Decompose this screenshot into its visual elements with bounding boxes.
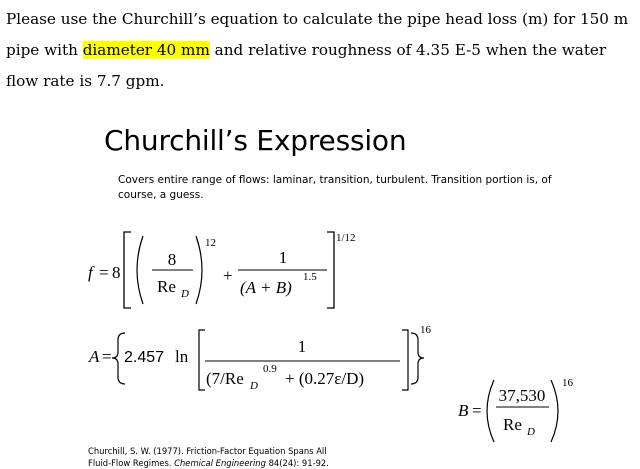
a-symbol: A — [89, 347, 100, 366]
f-outer-exponent: 1/12 — [336, 232, 356, 244]
question-part-1: Please use the Churchill’s equation to calculate the pipe head loss (m) for 150 m pipe with — [6, 10, 629, 59]
f-equals: = — [99, 263, 109, 282]
a-ln: ln — [175, 347, 189, 366]
b-symbol: B — [458, 401, 469, 420]
f-inner-right-paren — [196, 236, 202, 304]
citation-line-2-prefix: Fluid-Flow Regimes. — [88, 458, 175, 468]
f-exponent-2: 1.5 — [303, 271, 317, 283]
citation — [88, 445, 329, 469]
highlighted-diameter: diameter 40 mm — [82, 41, 210, 59]
b-exponent: 16 — [562, 377, 573, 389]
f-denominator-2: (A + B) — [240, 278, 292, 297]
f-numerator-2: 1 — [278, 248, 288, 267]
equation-f — [88, 232, 356, 308]
f-left-bracket — [124, 232, 131, 308]
b-denominator-sub: D — [527, 426, 535, 438]
citation-line-2-suffix: 84(24): 91-92. — [265, 458, 329, 468]
f-inner-left-paren — [137, 236, 143, 304]
a-right-brace — [411, 333, 424, 384]
a-left-bracket — [199, 330, 205, 390]
a-denominator-exponent: 0.9 — [263, 363, 277, 375]
f-right-bracket — [327, 232, 334, 308]
citation-line-2 — [88, 457, 329, 469]
f-denominator-1-sub: D — [181, 288, 189, 300]
b-right-paren — [551, 380, 558, 442]
slide-subtitle: Covers entire range of flows: laminar, transition, turbulent. Transition portion is, of course, a guess. — [118, 174, 552, 201]
citation-journal: Chemical Engineering — [174, 458, 266, 468]
a-outer-exponent: 16 — [420, 324, 431, 336]
b-equals: = — [472, 401, 482, 420]
a-equals: = — [102, 347, 112, 366]
slide-title: Churchill’s Expression — [104, 124, 407, 157]
f-coefficient: 8 — [112, 263, 121, 282]
f-plus: + — [223, 266, 233, 285]
f-numerator-1: 8 — [167, 250, 177, 269]
f-exponent-1: 12 — [205, 237, 216, 249]
b-numerator: 37,530 — [498, 386, 546, 405]
equation-a — [88, 324, 432, 392]
question-part-2: and relative roughness of 4.35 E-5 when the water flow rate is 7.7 gpm. — [6, 41, 607, 90]
f-denominator-1: Re — [157, 277, 176, 296]
f-symbol: f — [88, 263, 93, 282]
b-left-paren — [487, 380, 494, 442]
a-denominator-sub: D — [250, 380, 258, 392]
a-right-bracket — [402, 330, 408, 390]
a-coefficient: 2.457 — [124, 349, 165, 366]
a-denominator-part-2: + (0.27ε/D) — [285, 369, 365, 388]
a-numerator: 1 — [297, 337, 307, 356]
citation-line-1: Churchill, S. W. (1977). Friction-Factor Equation Spans All — [88, 446, 327, 456]
equation-b — [458, 377, 574, 442]
b-denominator: Re — [503, 415, 522, 434]
a-denominator-part-1: (7/Re — [206, 369, 244, 388]
